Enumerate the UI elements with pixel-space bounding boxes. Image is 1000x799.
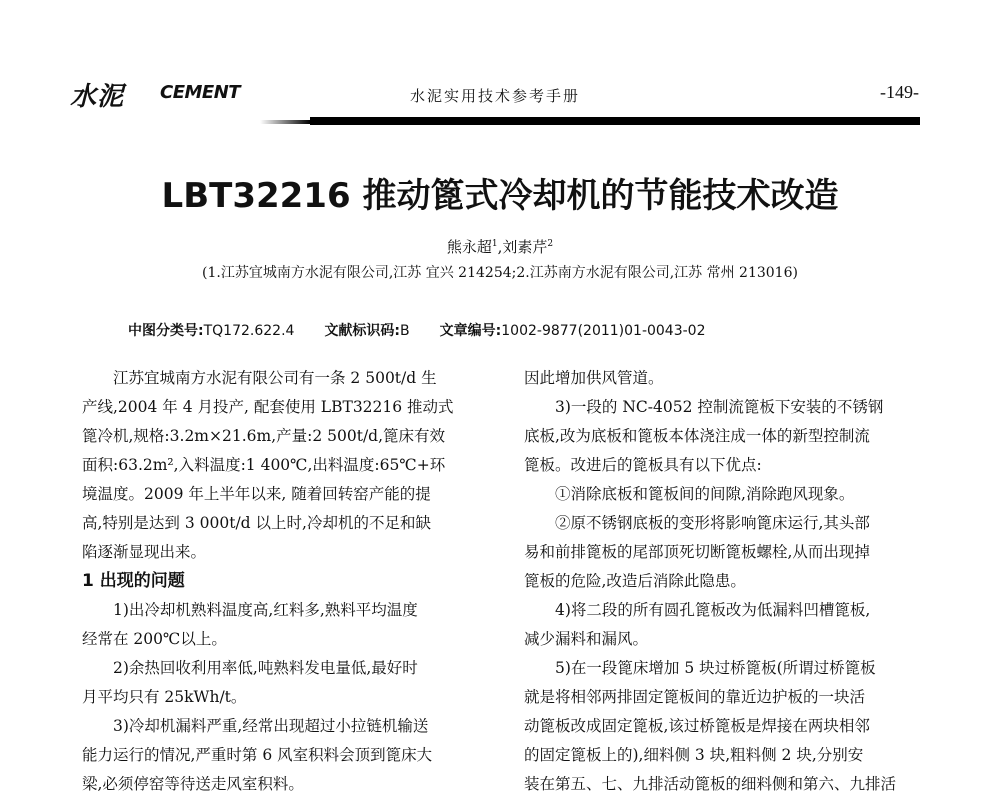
body-line: 能力运行的情况,严重时第 6 风室积料会顶到篦床大 <box>82 746 433 764</box>
doc-code-label: 文献标识码: <box>324 323 401 339</box>
body-line: 底板,改为底板和篦板本体浇注成一体的新型控制流 <box>524 427 870 445</box>
author-2: 刘素芹 <box>502 238 548 256</box>
clc-value: TQ172.622.4 <box>203 323 295 339</box>
article-id-value: 1002-9877(2011)01-0043-02 <box>501 323 706 339</box>
body-line: 就是将相邻两排固定篦板间的靠近边护板的一块活 <box>524 688 866 706</box>
body-line: 因此增加供风管道。 <box>524 369 664 387</box>
body-column-right <box>524 364 928 799</box>
body-line: 4)将二段的所有圆孔篦板改为低漏料凹槽篦板, <box>555 601 871 619</box>
body-line: 3)一段的 NC-4052 控制流篦板下安装的不锈钢 <box>555 398 884 416</box>
header-rule <box>310 117 920 125</box>
article-meta <box>128 320 706 340</box>
body-line: 动篦板改成固定篦板,该过桥篦板是焊接在两块相邻 <box>524 717 870 735</box>
clc-label: 中图分类号: <box>128 323 204 339</box>
body-line: 境温度。2009 年上半年以来, 随着回转窑产能的提 <box>82 485 431 503</box>
body-line: 篦板的危险,改造后消除此隐患。 <box>524 572 746 590</box>
body-line: 易和前排篦板的尾部顶死切断篦板螺栓,从而出现掉 <box>524 543 870 561</box>
body-column-left <box>82 364 492 799</box>
journal-logo-cement: CEMENT <box>160 82 241 103</box>
body-line: ①消除底板和篦板间的间隙,消除跑风现象。 <box>555 485 855 503</box>
body-line: 月平均只有 25kWh/t。 <box>82 688 247 706</box>
author-2-affiliation-mark: 2 <box>547 239 554 249</box>
body-line: ②原不锈钢底板的变形将影响篦床运行,其头部 <box>555 514 870 532</box>
body-line: 1)出冷却机熟料温度高,红料多,熟料平均温度 <box>113 601 418 619</box>
body-line: 3)冷却机漏料严重,经常出现超过小拉链机输送 <box>113 717 429 735</box>
body-line: 2)余热回收利用率低,吨熟料发电量低,最好时 <box>113 659 418 677</box>
body-line: 装在第五、七、九排活动篦板的细料侧和第六、九排活 <box>524 775 897 793</box>
affiliations: (1.江苏宜城南方水泥有限公司,江苏 宜兴 214254;2.江苏南方水泥有限公司,江苏 常州 213016) <box>202 265 798 281</box>
body-line: 5)在一段篦床增加 5 块过桥篦板(所谓过桥篦板 <box>555 659 876 677</box>
body-line: 篦板。改进后的篦板具有以下优点: <box>524 456 762 474</box>
doc-code-value: B <box>400 323 410 339</box>
author-separator: , <box>497 238 503 256</box>
body-line: 陷逐渐显现出来。 <box>82 543 207 561</box>
author-1-affiliation-mark: 1 <box>491 239 498 249</box>
body-line: 江苏宜城南方水泥有限公司有一条 2 500t/d 生 <box>113 369 437 387</box>
authors <box>0 236 1000 257</box>
body-line: 梁,必须停窑等待送走风室积料。 <box>82 775 304 793</box>
body-line: 减少漏料和漏风。 <box>524 630 649 648</box>
body-line: 面积:63.2m²,入料温度:1 400℃,出料温度:65℃+环 <box>82 456 446 474</box>
body-line: 高,特别是达到 3 000t/d 以上时,冷却机的不足和缺 <box>82 514 431 532</box>
body-line: 篦冷机,规格:3.2m×21.6m,产量:2 500t/d,篦床有效 <box>82 427 446 445</box>
body-line: 产线,2004 年 4 月投产, 配套使用 LBT32216 推动式 <box>82 398 454 416</box>
body-line: 经常在 200℃以上。 <box>82 630 227 648</box>
page-number: -149- <box>880 82 919 102</box>
section-heading: 1 出现的问题 <box>82 571 185 591</box>
body-line: 的固定篦板上的),细料侧 3 块,粗料侧 2 块,分别安 <box>524 746 864 764</box>
article-title: LBT32216 推动篦式冷却机的节能技术改造 <box>161 176 839 216</box>
author-1: 熊永超 <box>446 238 492 256</box>
article-id-label: 文章编号: <box>439 323 502 339</box>
header-rule-fade <box>260 120 310 124</box>
journal-title: 水泥实用技术参考手册 <box>410 87 581 105</box>
journal-logo-script: 水泥 <box>70 82 125 112</box>
